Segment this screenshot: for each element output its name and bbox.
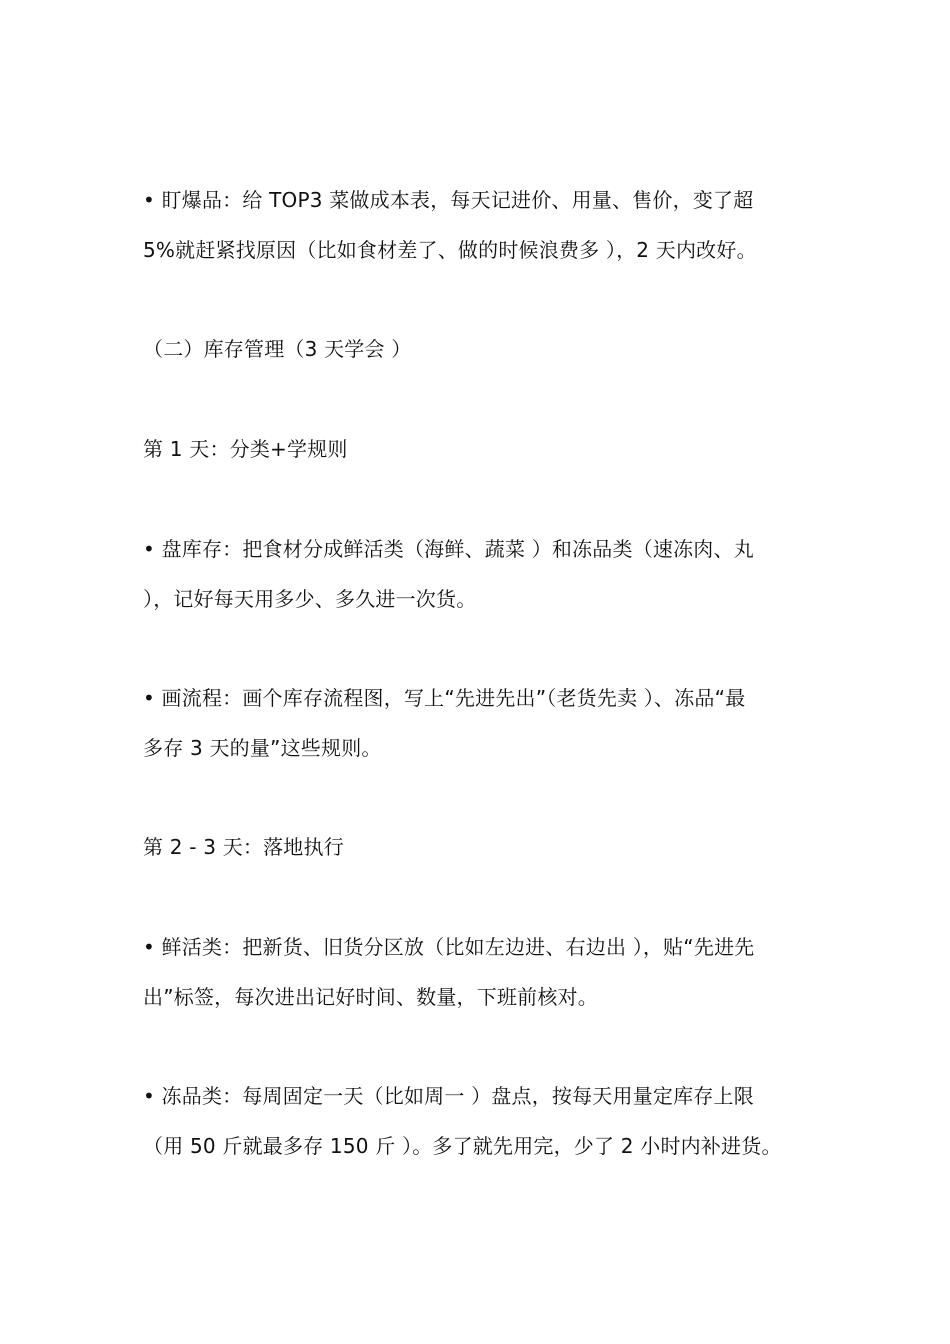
section-heading-inventory: （二）库存管理（3 天学会 ）: [143, 337, 412, 361]
bullet-frozen-goods-line-1: • 冻品类：每周固定一天（比如周一 ）盘点，按每天用量定库存上限: [143, 1084, 754, 1108]
bullet-watch-hot-items-line-2: 5%就赶紧找原因（比如食材差了、做的时候浪费多 ），2 天内改好。: [143, 238, 757, 262]
bullet-frozen-goods-line-2: （用 50 斤就最多存 150 斤 ）。多了就先用完，少了 2 小时内补进货。: [143, 1134, 782, 1158]
bullet-stocktake-line-2: ），记好每天用多少、多久进一次货。: [143, 587, 477, 611]
bullet-fresh-goods-line-1: • 鲜活类：把新货、旧货分区放（比如左边进、右边出 ），贴“先进先: [143, 935, 755, 959]
day-2-3-heading: 第 2 - 3 天：落地执行: [143, 835, 344, 859]
bullet-stocktake-line-1: • 盘库存：把食材分成鲜活类（海鲜、蔬菜 ）和冻品类（速冻肉、丸: [143, 537, 754, 561]
bullet-flowchart-line-1: • 画流程：画个库存流程图，写上“先进先出”（老货先卖 ）、冻品“最: [143, 686, 746, 710]
day-1-heading: 第 1 天：分类+学规则: [143, 437, 348, 461]
bullet-fresh-goods-line-2: 出”标签，每次进出记好时间、数量，下班前核对。: [143, 985, 598, 1009]
bullet-flowchart-line-2: 多存 3 天的量”这些规则。: [143, 736, 382, 760]
bullet-watch-hot-items-line-1: • 盯爆品：给 TOP3 菜做成本表，每天记进价、用量、售价，变了超: [143, 188, 754, 212]
